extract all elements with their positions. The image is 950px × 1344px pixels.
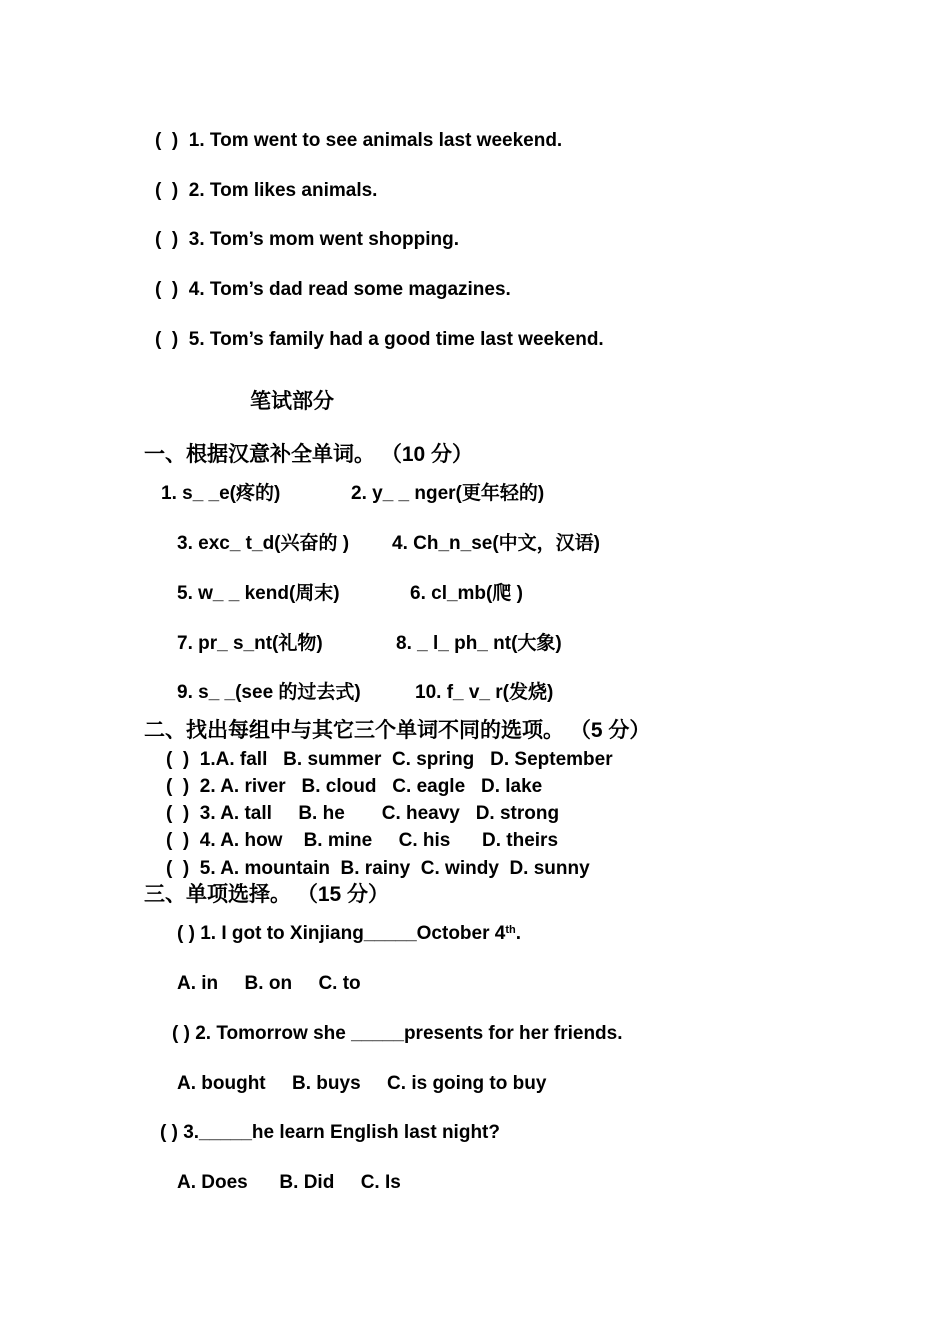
word-item-10: 10. f_ v_ r(发烧) (415, 682, 554, 703)
ordinal-suffix: th (505, 924, 516, 936)
tf-item-5: ( ) 5. Tom’s family had a good time last weekend. (155, 329, 604, 350)
written-part-title: 笔试部分 (250, 390, 334, 413)
mc-options-3: A. Does B. Did C. Is (177, 1172, 401, 1193)
word-item-9: 9. s_ _(see 的过去式) (177, 682, 361, 703)
tf-item-2: ( ) 2. Tom likes animals. (155, 180, 378, 201)
word-item-1: 1. s_ _e(疼的) (161, 483, 281, 504)
section1-title: 一、根据汉意补全单词。 （10 分） (144, 443, 474, 466)
tf-item-4: ( ) 4. Tom’s dad read some magazines. (155, 279, 511, 300)
section3-title: 三、单项选择。 （15 分） (144, 883, 390, 906)
mc-question-1-stem: ( ) 1. I got to Xinjiang_____October 4 (177, 923, 506, 944)
odd-one-out-2: ( ) 2. A. river B. cloud C. eagle D. lake (166, 776, 543, 797)
mc-options-2: A. bought B. buys C. is going to buy (177, 1073, 547, 1094)
word-item-2: 2. y_ _ nger(更年轻的) (351, 483, 545, 504)
word-item-6: 6. cl_mb(爬 ) (410, 583, 523, 604)
word-item-8: 8. _ l_ ph_ nt(大象) (396, 633, 562, 654)
word-item-7: 7. pr_ s_nt(礼物) (177, 633, 323, 654)
mc-question-3: ( ) 3._____he learn English last night? (160, 1122, 500, 1143)
odd-one-out-5: ( ) 5. A. mountain B. rainy C. windy D. sunny (166, 858, 590, 879)
word-item-3: 3. exc_ t_d(兴奋的 ) (177, 533, 350, 554)
mc-question-2: ( ) 2. Tomorrow she _____presents for her friends. (172, 1023, 623, 1044)
word-item-4: 4. Ch_n_se(中文，汉语) (392, 533, 600, 554)
odd-one-out-1: ( ) 1.A. fall B. summer C. spring D. September (166, 749, 613, 770)
tf-item-1: ( ) 1. Tom went to see animals last weekend. (155, 130, 563, 151)
word-item-5: 5. w_ _ kend(周末) (177, 583, 340, 604)
section2-title: 二、找出每组中与其它三个单词不同的选项。 （5 分） (144, 719, 651, 742)
mc-question-1 (177, 922, 521, 946)
mc-question-1-end: . (515, 923, 522, 944)
mc-options-1: A. in B. on C. to (177, 973, 361, 994)
odd-one-out-3: ( ) 3. A. tall B. he C. heavy D. strong (166, 803, 560, 824)
odd-one-out-4: ( ) 4. A. how B. mine C. his D. theirs (166, 830, 559, 851)
tf-item-3: ( ) 3. Tom’s mom went shopping. (155, 229, 459, 250)
